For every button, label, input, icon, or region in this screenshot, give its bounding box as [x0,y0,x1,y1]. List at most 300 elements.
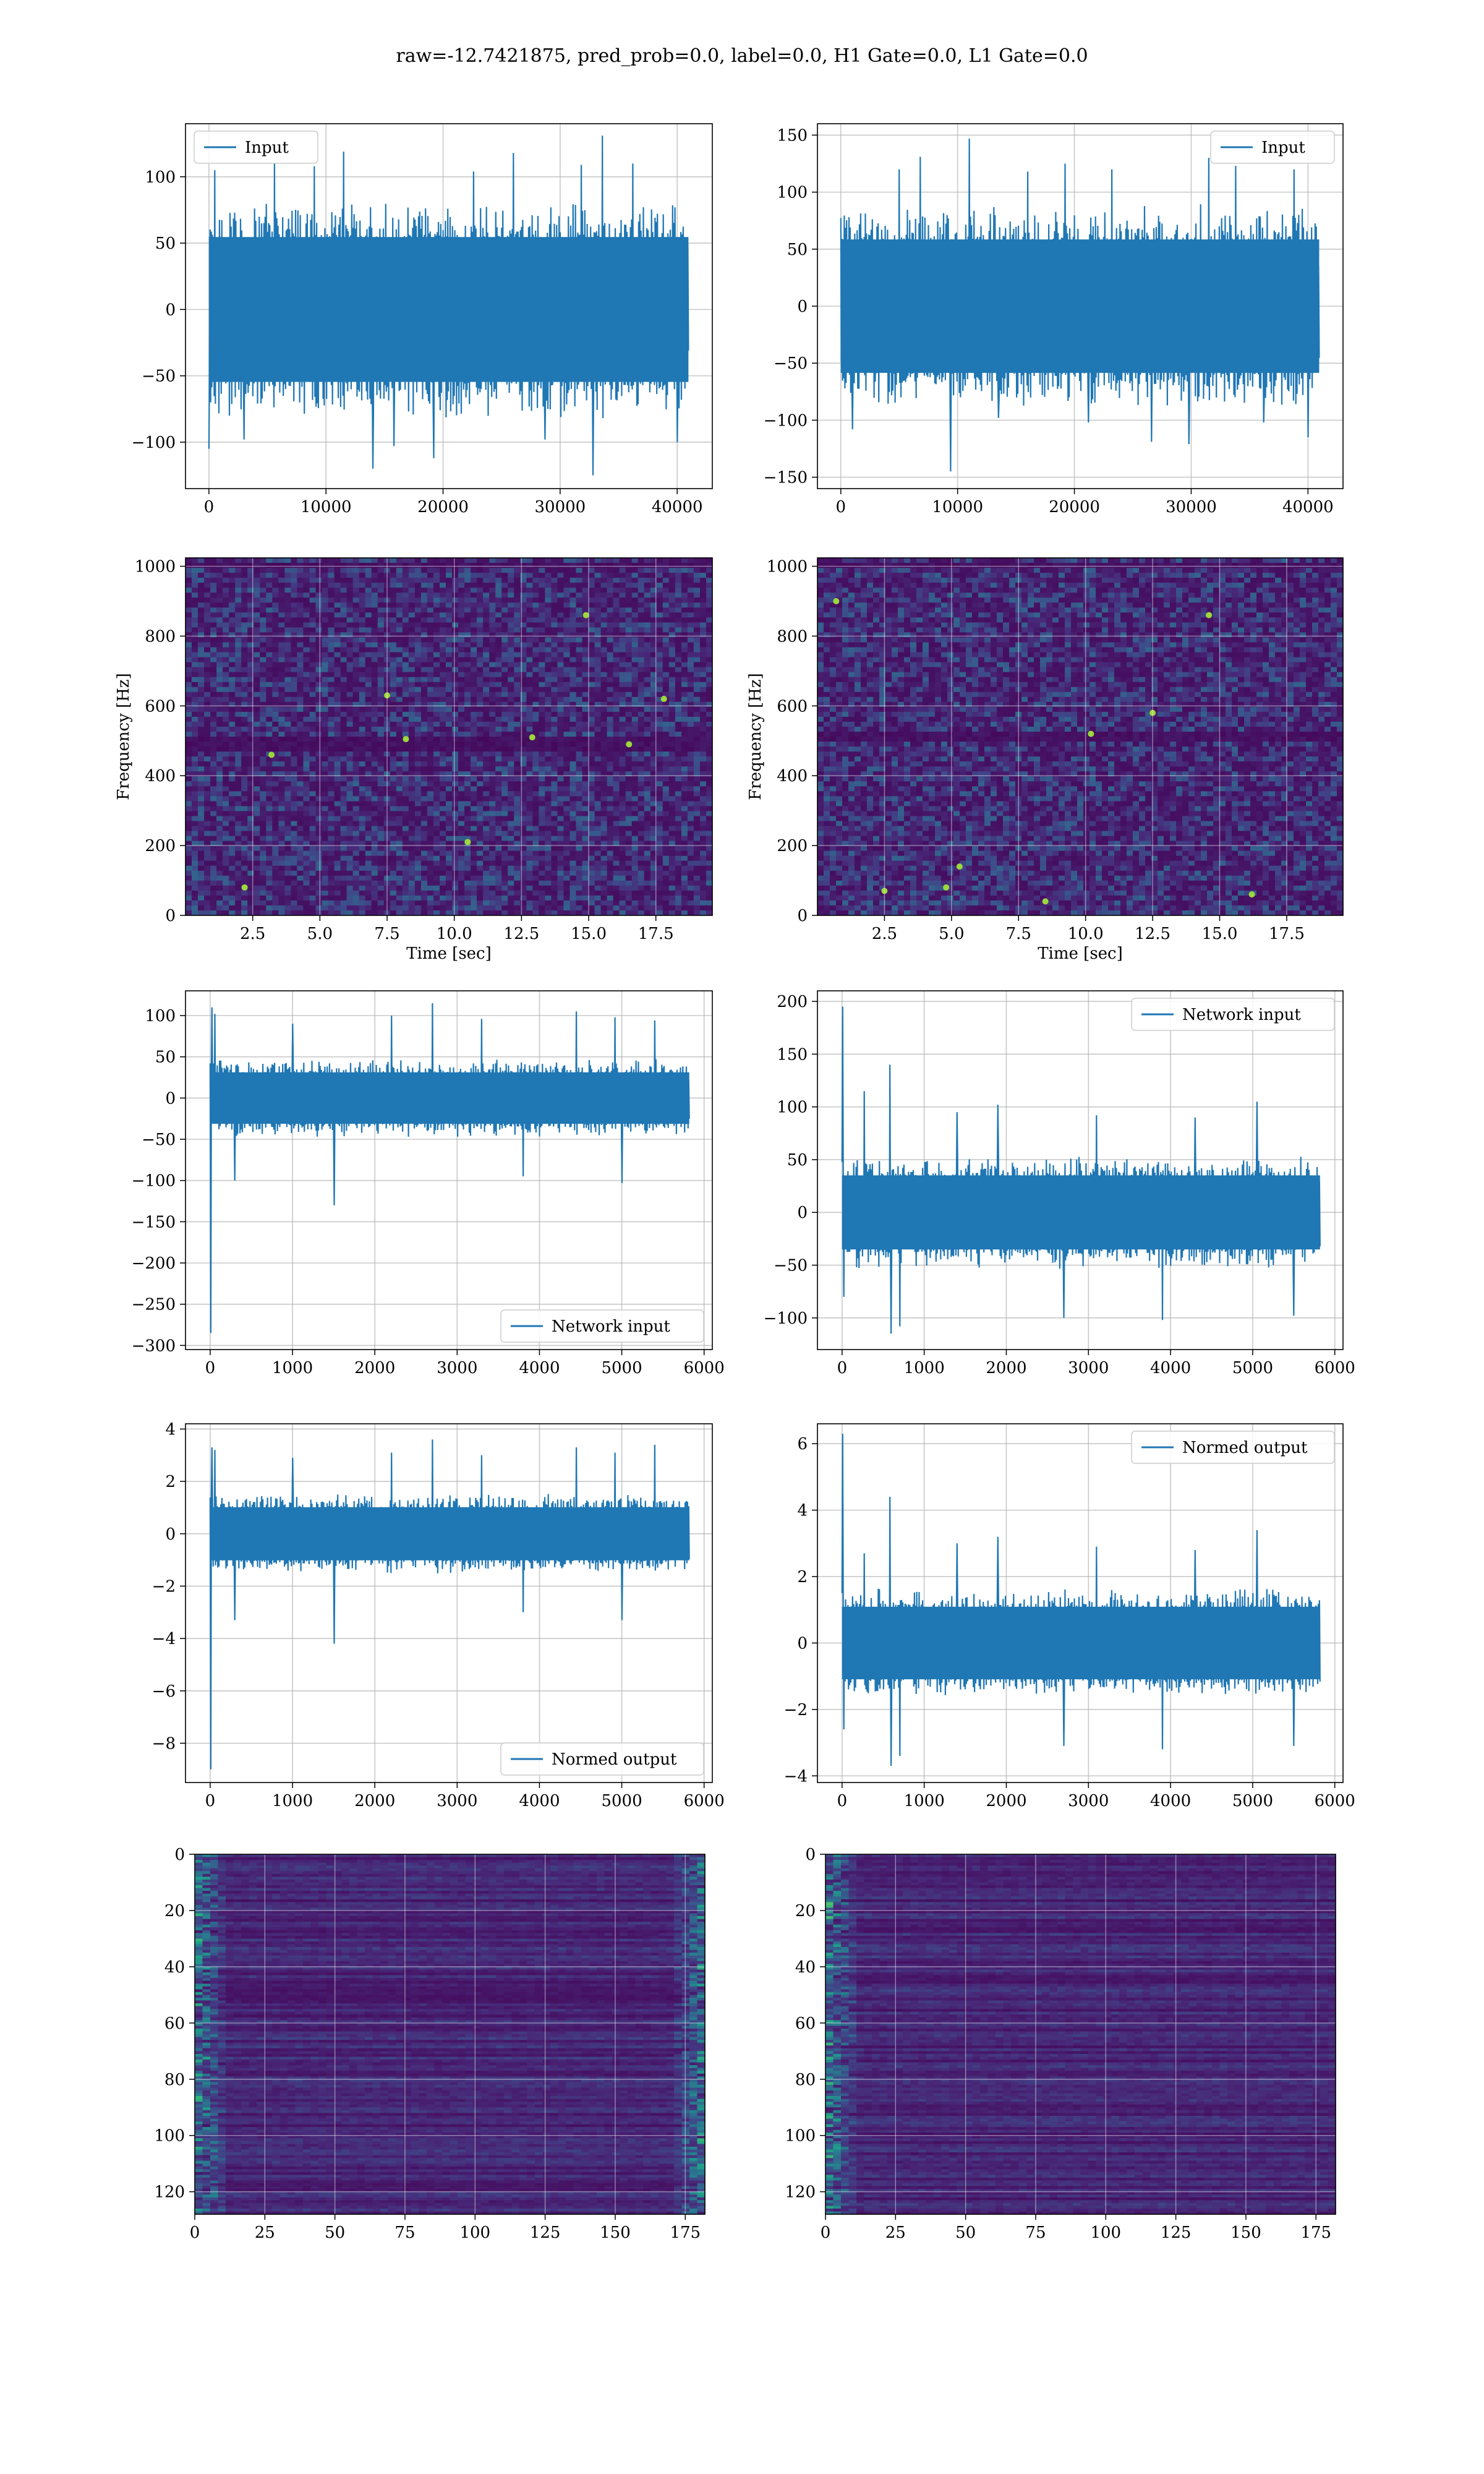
heatmap-cell [539,632,545,638]
heatmap-cell [477,672,484,678]
heatmap-cell [216,722,223,727]
heatmap-cell [508,722,514,727]
heatmap-cell [501,732,508,737]
heatmap-cell [532,667,539,673]
heatmap-cell [557,563,564,568]
heatmap-cell [328,578,335,583]
heatmap-cell [458,697,465,703]
heatmap-cell [681,747,688,752]
heatmap-cell [477,786,484,792]
heatmap-cell [272,648,279,653]
heatmap-cell [198,722,205,727]
heatmap-cell [440,702,446,708]
heatmap-cell [192,761,198,767]
heatmap-cell [489,573,496,578]
heatmap-cell [322,573,329,578]
heatmap-cell [495,583,502,588]
heatmap-cell [576,662,583,668]
heatmap-cell [589,627,595,633]
heatmap-cell [390,677,397,683]
heatmap-cell [607,756,614,762]
heatmap-cell [694,766,701,772]
heatmap-cell [278,607,285,613]
heatmap-cell [235,801,242,807]
heatmap-cell [284,593,291,598]
heatmap-cell [477,692,484,698]
heatmap-cell [495,811,502,816]
heatmap-cell [452,662,459,668]
heatmap-cell [186,672,192,678]
heatmap-cell [589,806,595,811]
heatmap-cell [626,821,633,827]
heatmap-cell [595,667,602,673]
heatmap-cell [539,712,545,717]
heatmap-cell [694,588,701,593]
heatmap-cell [458,588,465,593]
heatmap-cell [378,632,385,638]
heatmap-cell [216,682,223,688]
heatmap-cell [390,776,397,782]
heatmap-cell [390,836,397,842]
heatmap-cell [620,602,626,608]
heatmap-cell [372,648,378,653]
heatmap-cell [365,761,372,767]
heatmap-cell [694,831,701,837]
heatmap-cell [403,583,409,588]
heatmap-cell [254,667,260,673]
heatmap-cell [489,786,496,792]
heatmap-cell [303,637,310,643]
heatmap-cell [403,682,409,688]
heatmap-cell [706,722,713,727]
heatmap-cell [210,563,217,568]
heatmap-cell [626,643,633,648]
heatmap-cell [192,602,198,608]
heatmap-cell [440,742,446,747]
heatmap-cell [576,766,583,772]
heatmap-cell [310,727,317,732]
heatmap-cell [489,593,496,598]
heatmap-cell [378,667,385,673]
heatmap-cell [347,796,354,802]
heatmap-cell [563,796,570,802]
heatmap-cell [632,796,639,802]
heatmap-cell [372,672,378,678]
heatmap-cell [638,761,645,767]
heatmap-cell [681,766,688,772]
heatmap-cell [669,617,676,623]
heatmap-cell [489,836,496,842]
heatmap-cell [284,722,291,727]
heatmap-cell [403,821,409,827]
heatmap-cell [291,643,297,648]
heatmap-cell [272,717,279,722]
heatmap-cell [632,742,639,747]
heatmap-cell [700,756,707,762]
heatmap-cell [310,747,317,752]
heatmap-cell [607,653,614,658]
heatmap-cell [545,781,552,787]
heatmap-cell [427,737,434,742]
heatmap-cell [501,573,508,578]
heatmap-cell [210,682,217,688]
heatmap-cell [365,756,372,762]
heatmap-cell [390,756,397,762]
heatmap-cell [260,717,267,722]
heatmap-cell [396,677,403,683]
heatmap-cell [464,747,471,752]
heatmap-cell [254,727,260,732]
heatmap-cell [415,702,422,708]
heatmap-cell [570,643,577,648]
heatmap-cell [681,707,688,713]
x-tick-label: 30000 [535,498,586,516]
heatmap-cell [539,776,545,782]
heatmap-cell [613,593,620,598]
heatmap-cell [353,627,360,633]
heatmap-cell [576,742,583,747]
heatmap-cell [328,742,335,747]
heatmap-cell [223,593,229,598]
heatmap-cell [216,761,223,767]
heatmap-cell [489,563,496,568]
heatmap-cell [328,707,335,713]
heatmap-cell [539,727,545,732]
heatmap-cell [260,786,267,792]
heatmap-cell [390,692,397,698]
heatmap-cell [241,766,248,772]
heatmap-cell [186,568,192,573]
heatmap-cell [557,791,564,797]
heatmap-cell [688,836,694,842]
heatmap-cell [601,816,608,821]
heatmap-cell [638,563,645,568]
heatmap-cell [409,578,416,583]
heatmap-cell [235,627,242,633]
heatmap-cell [644,662,651,668]
heatmap-cell [483,776,490,782]
heatmap-cell [607,677,614,683]
heatmap-cell [601,667,608,673]
heatmap-cell [303,697,310,703]
heatmap-cell [545,648,552,653]
heatmap-cell [310,786,317,792]
heatmap-cell [589,632,595,638]
heatmap-cell [278,831,285,837]
heatmap-cell [192,806,198,811]
heatmap-cell [365,732,372,737]
heatmap-cell [341,597,348,603]
heatmap-cell [421,776,428,782]
heatmap-cell [452,643,459,648]
heatmap-cell [557,786,564,792]
heatmap-cell [688,831,694,837]
heatmap-cell [409,597,416,603]
heatmap-cell [452,776,459,782]
heatmap-cell [508,692,514,698]
heatmap-cell [415,657,422,663]
heatmap-cell [632,791,639,797]
heatmap-cell [563,821,570,827]
heatmap-cell [223,826,229,832]
heatmap-cell [501,811,508,816]
heatmap-cell [706,712,713,717]
heatmap-cell [415,737,422,742]
y-tick-label: 50 [787,241,808,259]
heatmap-cell [532,617,539,623]
heatmap-cell [551,637,558,643]
heatmap-cell [198,831,205,837]
heatmap-cell [204,583,211,588]
heatmap-cell [341,697,348,703]
heatmap-cell [229,637,236,643]
heatmap-cell [415,682,422,688]
heatmap-cell [365,632,372,638]
heatmap-cell [582,732,589,737]
heatmap-cell [526,707,533,713]
heatmap-cell [186,612,192,618]
heatmap-cell [589,821,595,827]
heatmap-cell [359,791,366,797]
heatmap-cell [427,622,434,628]
heatmap-cell [458,563,465,568]
heatmap-cell [440,667,446,673]
heatmap-cell [477,687,484,693]
heatmap-cell [613,826,620,832]
heatmap-cell [235,653,242,658]
heatmap-cell [303,692,310,698]
heatmap-cell [254,563,260,568]
heatmap-cell [266,766,273,772]
heatmap-cell [335,747,341,752]
heatmap-cell [675,667,682,673]
heatmap-cell [601,643,608,648]
heatmap-cell [229,677,236,683]
heatmap-cell [501,742,508,747]
heatmap-cell [514,702,521,708]
heatmap-cell [241,657,248,663]
heatmap-cell [266,806,273,811]
heatmap-cell [403,617,409,623]
heatmap-cell [341,662,348,668]
heatmap-cell [335,583,341,588]
heatmap-cell [477,781,484,787]
heatmap-cell [495,702,502,708]
heatmap-cell [328,737,335,742]
heatmap-cell [347,643,354,648]
heatmap-cell [595,742,602,747]
heatmap-cell [632,761,639,767]
heatmap-cell [563,791,570,797]
heatmap-cell [458,722,465,727]
heatmap-cell [328,583,335,588]
heatmap-cell [198,662,205,668]
heatmap-cell [477,836,484,842]
heatmap-cell [644,612,651,618]
heatmap-cell [359,597,366,603]
heatmap-cell [335,682,341,688]
heatmap-cell [607,568,614,573]
heatmap-cell [620,632,626,638]
heatmap-cell [694,558,701,563]
heatmap-cell [210,722,217,727]
heatmap-cell [595,836,602,842]
heatmap-cell [359,612,366,618]
heatmap-cell [601,578,608,583]
heatmap-cell [353,662,360,668]
heatmap-cell [576,801,583,807]
heatmap-cell [192,816,198,821]
heatmap-cell [700,816,707,821]
heatmap-cell [235,747,242,752]
heatmap-cell [297,722,304,727]
heatmap-cell [359,831,366,837]
heatmap-cell [644,563,651,568]
heatmap-cell [632,766,639,772]
heatmap-cell [390,816,397,821]
heatmap-cell [353,672,360,678]
heatmap-cell [700,607,707,613]
heatmap-cell [241,707,248,713]
heatmap-cell [526,786,533,792]
heatmap-cell [458,632,465,638]
heatmap-cell [657,602,663,608]
heatmap-cell [223,707,229,713]
heatmap-cell [260,702,267,708]
heatmap-cell [216,826,223,832]
heatmap-cell [186,558,192,563]
heatmap-cell [501,707,508,713]
heatmap-cell [458,816,465,821]
heatmap-cell [589,617,595,623]
heatmap-cell [613,806,620,811]
heatmap-cell [539,786,545,792]
heatmap-cell [347,578,354,583]
heatmap-cell [620,672,626,678]
heatmap-cell [297,781,304,787]
heatmap-cell [198,781,205,787]
heatmap-cell [688,781,694,787]
heatmap-cell [396,617,403,623]
heatmap-cell [514,697,521,703]
heatmap-cell [359,607,366,613]
heatmap-cell [589,786,595,792]
heatmap-cell [278,697,285,703]
heatmap-cell [316,821,323,827]
heatmap-cell [353,653,360,658]
heatmap-cell [328,637,335,643]
heatmap-cell [576,607,583,613]
heatmap-cell [675,617,682,623]
heatmap-cell [471,692,477,698]
heatmap-cell [322,648,329,653]
heatmap-cell [663,751,670,757]
heatmap-cell [501,687,508,693]
heatmap-cell [186,653,192,658]
heatmap-cell [235,717,242,722]
heatmap-cell [483,761,490,767]
heatmap-cell [297,653,304,658]
heatmap-cell [378,717,385,722]
heatmap-cell [539,766,545,772]
heatmap-cell [210,648,217,653]
heatmap-cell [365,781,372,787]
heatmap-cell [291,667,297,673]
heatmap-cell [372,602,378,608]
heatmap-cell [192,687,198,693]
heatmap-cell [192,702,198,708]
heatmap-cell [186,578,192,583]
heatmap-cell [359,816,366,821]
heatmap-cell [706,806,713,811]
heatmap-cell [303,732,310,737]
heatmap-cell [403,806,409,811]
heatmap-cell [291,786,297,792]
heatmap-cell [601,836,608,842]
heatmap-cell [688,643,694,648]
heatmap-cell [626,563,633,568]
heatmap-cell [198,672,205,678]
heatmap-cell [254,761,260,767]
heatmap-cell [372,617,378,623]
heatmap-cell [198,811,205,816]
heatmap-cell [396,712,403,717]
heatmap-cell [310,653,317,658]
heatmap-cell [378,677,385,683]
heatmap-cell [626,786,633,792]
heatmap-cell [582,796,589,802]
heatmap-cell [316,831,323,837]
heatmap-cell [458,796,465,802]
heatmap-cell [266,692,273,698]
heatmap-cell [328,722,335,727]
heatmap-cell [532,712,539,717]
heatmap-cell [483,622,490,628]
heatmap-cell [663,657,670,663]
heatmap-cell [557,826,564,832]
heatmap-cell [390,747,397,752]
heatmap-cell [403,637,409,643]
heatmap-cell [526,632,533,638]
heatmap-cell [260,826,267,832]
heatmap-cell [335,732,341,737]
heatmap-cell [284,786,291,792]
heatmap-cell [471,821,477,827]
heatmap-cell [254,692,260,698]
heatmap-cell [694,653,701,658]
heatmap-cell [452,583,459,588]
heatmap-cell [316,826,323,832]
heatmap-cell [284,648,291,653]
heatmap-cell [266,761,273,767]
heatmap-cell [335,648,341,653]
heatmap-cell [347,702,354,708]
heatmap-cell [396,707,403,713]
heatmap-cell [223,657,229,663]
heatmap-cell [589,816,595,821]
heatmap-cell [291,722,297,727]
heatmap-cell [310,737,317,742]
heatmap-cell [489,558,496,563]
heatmap-cell [657,791,663,797]
heatmap-cell [595,816,602,821]
heatmap-cell [409,831,416,837]
heatmap-cell [458,597,465,603]
heatmap-cell [216,597,223,603]
heatmap-cell [545,776,552,782]
heatmap-cell [582,781,589,787]
heatmap-cell [235,568,242,573]
